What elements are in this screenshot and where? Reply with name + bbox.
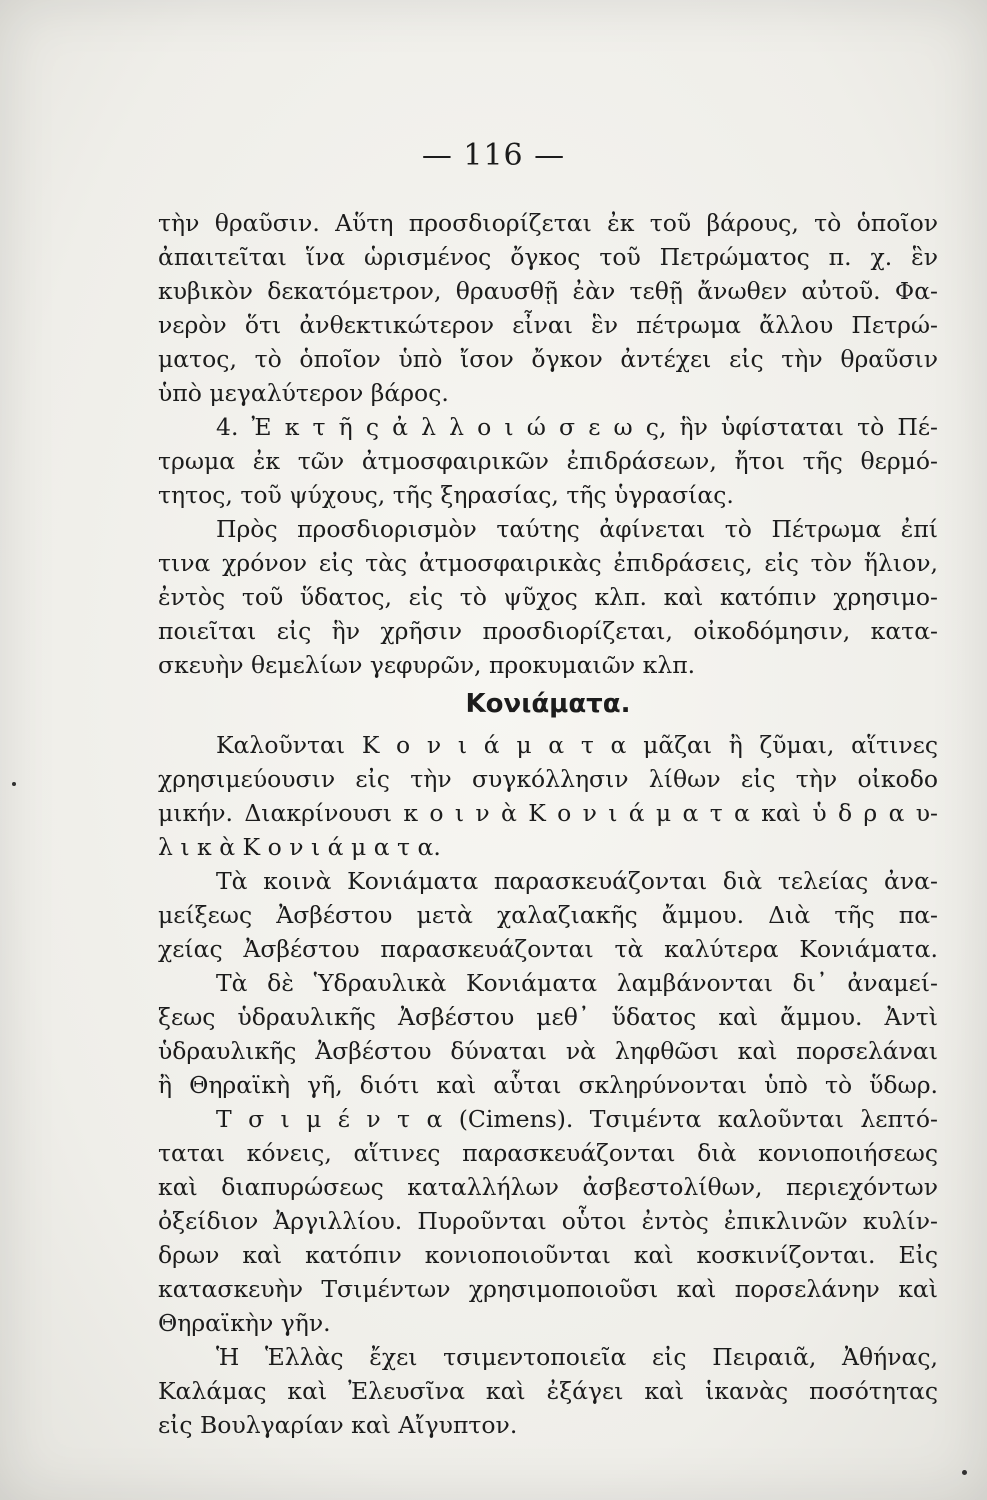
text-line: κυβικὸν δεκατόμετρον, θραυσθῇ ἐὰν τεθῇ ἄνωθεν αὐτοῦ. Φα- — [158, 277, 938, 305]
text-line: Καλοῦνται Κ ο ν ι ά μ α τ α μᾶζαι ἢ ζῦμαι, αἵτινες — [216, 731, 938, 759]
text-line: Τὰ κοινὰ Κονιάματα παρασκευάζονται διὰ τελείας ἀνα- — [216, 867, 938, 895]
text-line: ὀξείδιον Ἀργιλλίου. Πυροῦνται οὗτοι ἐντὸς ἐπικλινῶν κυλίν- — [158, 1207, 938, 1235]
text-line: ὑπὸ μεγαλύτερον βάρος. — [158, 379, 449, 407]
text-line: Πρὸς προσδιορισμὸν ταύτης ἀφίνεται τὸ Πέτρωμα ἐπί — [216, 515, 938, 543]
text-line: Τὰ δὲ Ὑδραυλικὰ Κονιάματα λαμβάνονται δι᾽ ἀναμεί- — [216, 969, 938, 997]
text-line: Θηραϊκὴν γῆν. — [158, 1309, 331, 1337]
text-line: ἐντὸς τοῦ ὕδατος, εἰς τὸ ψῦχος κλπ. καὶ κατόπιν χρησιμο- — [158, 583, 938, 611]
text-line: 4. Ἐ κ τ ῆ ς ἀ λ λ ο ι ώ σ ε ω ς, ἣν ὑφίσταται τὸ Πέ- — [216, 413, 938, 441]
text-line: τὴν θραῦσιν. Αὕτη προσδιορίζεται ἐκ τοῦ βάρους, τὸ ὁποῖον — [158, 209, 938, 237]
page-number: — 116 — — [421, 138, 566, 173]
text-line: τινα χρόνον εἰς τὰς ἀτμοσφαιρικὰς ἐπιδράσεις, εἰς τὸν ἥλιον, — [158, 549, 938, 577]
text-line: καὶ διαπυρώσεως καταλλήλων ἀσβεστολίθων, περιεχόντων — [158, 1173, 938, 1201]
section-heading: Κονιάματα. — [465, 689, 631, 719]
text-line: Καλάμας καὶ Ἐλευσῖνα καὶ ἐξάγει καὶ ἱκανὰς ποσότητας — [158, 1377, 938, 1405]
text-line: ποιεῖται εἰς ἣν χρῆσιν προσδιορίζεται, οἰκοδόμησιν, κατα- — [158, 617, 938, 645]
text-line: ταται κόνεις, αἵτινες παρασκευάζονται διὰ κονιοποιήσεως — [158, 1139, 938, 1167]
text-line: ματος, τὸ ὁποῖον ὑπὸ ἴσον ὄγκον ἀντέχει εἰς τὴν θραῦσιν — [158, 345, 938, 373]
text-line: ἀπαιτεῖται ἵνα ὡρισμένος ὄγκος τοῦ Πετρώματος π. χ. ἓν — [158, 243, 938, 271]
text-line: λ ι κ ὰ Κ ο ν ι ά μ α τ α. — [158, 833, 441, 861]
text-line: δρων καὶ κατόπιν κονιοποιοῦνται καὶ κοσκινίζονται. Εἰς — [158, 1241, 938, 1269]
body-text — [158, 206, 938, 1442]
text-line: Τ σ ι μ έ ν τ α (Cimens). Τσιμέντα καλοῦνται λεπτό- — [216, 1105, 938, 1133]
text-line: χρησιμεύουσιν εἰς τὴν συγκόλλησιν λίθων εἰς τὴν οἰκοδο — [158, 765, 938, 793]
text-line: κατασκευὴν Τσιμέντων χρησιμοποιοῦσι καὶ πορσελάνην καὶ — [158, 1275, 938, 1303]
text-line: σκευὴν θεμελίων γεφυρῶν, προκυμαιῶν κλπ. — [158, 651, 696, 679]
text-line: μικήν. Διακρίνουσι κ ο ι ν ὰ Κ ο ν ι ά μ α τ α καὶ ὑ δ ρ α υ- — [158, 799, 938, 827]
text-line: Ἡ Ἑλλὰς ἔχει τσιμεντοποιεῖα εἰς Πειραιᾶ, Ἀθήνας, — [216, 1343, 938, 1371]
ink-speck — [962, 1470, 967, 1475]
text-line: μείξεως Ἀσβέστου μετὰ χαλαζιακῆς ἄμμου. Διὰ τῆς πα- — [158, 901, 938, 929]
text-line: ξεως ὑδραυλικῆς Ἀσβέστου μεθ᾽ ὕδατος καὶ ἄμμου. Ἀντὶ — [158, 1003, 938, 1031]
text-line: χείας Ἀσβέστου παρασκευάζονται τὰ καλύτερα Κονιάματα. — [158, 935, 938, 963]
text-line: ἢ Θηραϊκὴ γῆ, διότι καὶ αὗται σκληρύνονται ὑπὸ τὸ ὕδωρ. — [158, 1071, 938, 1099]
text-line: εἰς Βουλγαρίαν καὶ Αἴγυπτον. — [158, 1411, 518, 1439]
text-line: τητος, τοῦ ψύχους, τῆς ξηρασίας, τῆς ὑγρασίας. — [158, 481, 734, 509]
ink-speck — [12, 782, 16, 786]
text-line: νερὸν ὅτι ἀνθεκτικώτερον εἶναι ἓν πέτρωμα ἄλλου Πετρώ- — [158, 311, 938, 339]
text-line: ὑδραυλικῆς Ἀσβέστου δύναται νὰ ληφθῶσι καὶ πορσελάναι — [158, 1037, 938, 1065]
text-line: τρωμα ἐκ τῶν ἀτμοσφαιρικῶν ἐπιδράσεων, ἤτοι τῆς θερμό- — [158, 447, 938, 475]
